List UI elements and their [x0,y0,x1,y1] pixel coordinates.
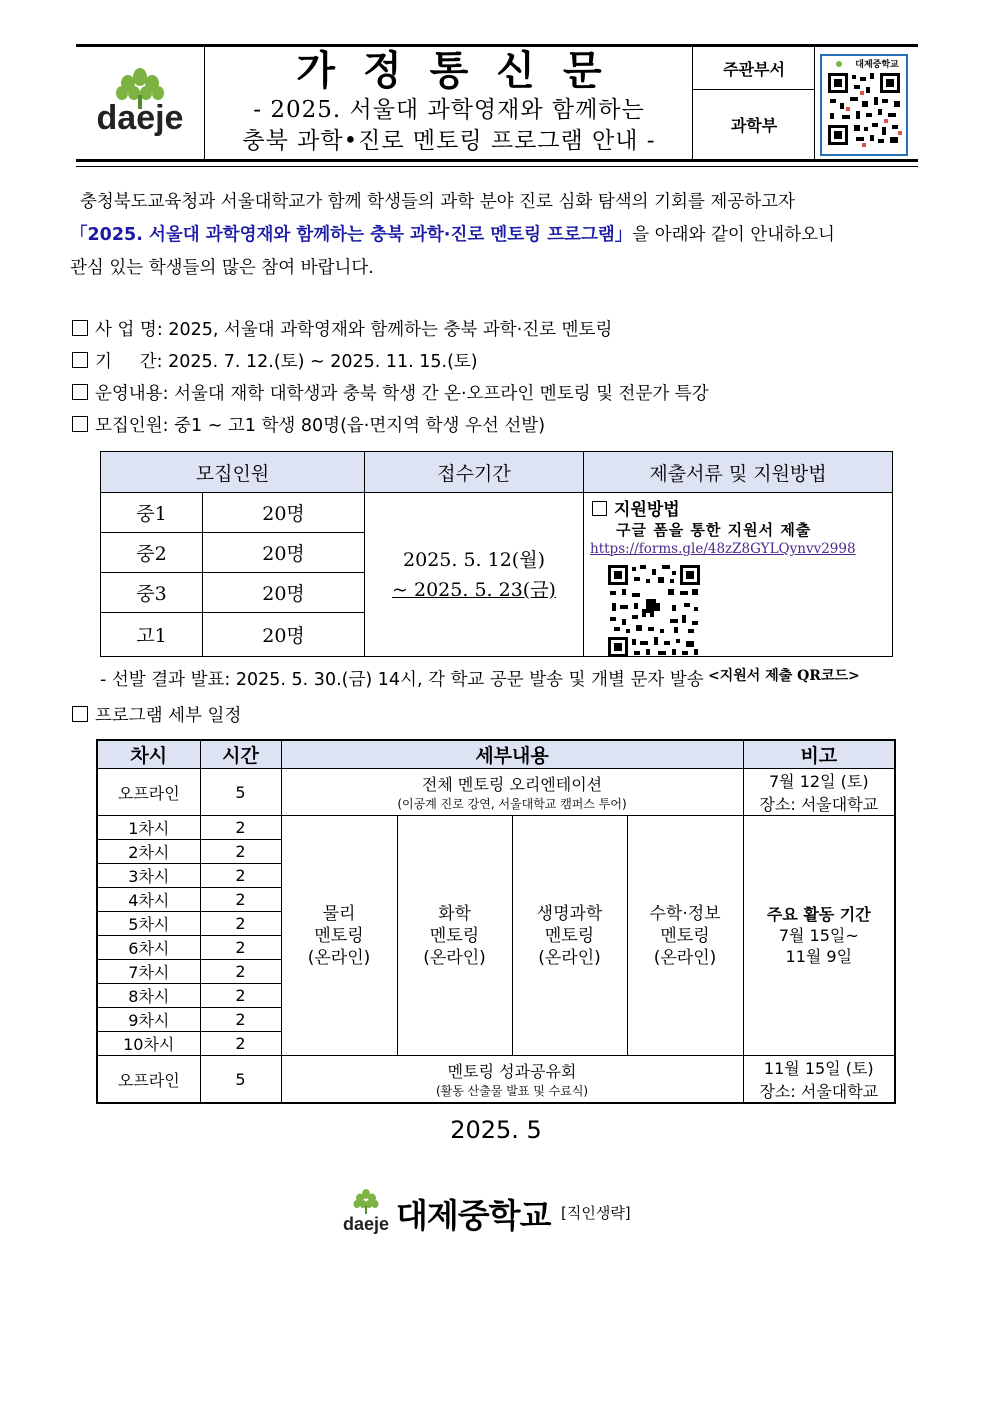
subject-math-info: 수학·정보 멘토링 (온라인) [627,816,743,1056]
issue-date: 2025. 5 [450,1116,542,1144]
footer-signature [336,1184,666,1244]
info-item: 모집인원: 중1 ~ 고1 학생 80명(읍·면지역 학생 우선 선발) [72,410,922,442]
opening-date: 7월 12일 (토) [769,772,869,791]
table-row [97,769,895,816]
subtitle-line-1: - 2025. 서울대 과학영재와 함께하는 [253,97,645,123]
method-title: 지원방법 [592,495,680,520]
info-value: 중1 ~ 고1 학생 80명(읍·면지역 학생 우선 선발) [174,416,546,436]
svg-text:daeje: daeje [96,99,184,137]
session-cell: 8차시 [97,984,200,1008]
count-cell: 20명 [203,493,365,533]
school-logo [76,47,204,159]
info-label: 모집인원 [95,416,163,436]
content-cell [281,1056,743,1104]
info-item: 운영내용: 서울대 재학 대학생과 충북 학생 간 온·오프라인 멘토링 및 전문가 특강 [72,378,922,410]
opening-title: 전체 멘토링 오리엔테이션 [421,775,603,794]
intro-paragraph [70,186,920,285]
result-announcement: - 선발 결과 발표: 2025. 5. 30.(금) 14시, 각 학교 공문 발송 및 개별 문자 발송 [100,670,704,690]
schedule-header-session: 차시 [97,740,200,769]
main-period-note: 주요 활동 기간 7월 15일~ 11월 9일 [743,816,895,1056]
table-row [101,493,893,533]
checkbox-icon [72,416,88,432]
note-cell [743,1056,895,1104]
info-item: 사 업 명: 2025, 서울대 과학영재와 함께하는 충북 과학·진로 멘토링 [72,314,922,346]
session-cell: 3차시 [97,864,200,888]
schedule-table [96,739,896,1104]
content-cell [281,769,743,816]
hours-cell: 5 [200,1056,281,1104]
table-row [97,816,895,840]
seal-omitted: [직인생략] [561,1204,631,1222]
hours-cell: 2 [200,888,281,912]
hours-cell: 2 [200,816,281,840]
closing-place: 장소: 서울대학교 [759,1082,879,1101]
info-list [72,314,922,442]
session-cell: 오프라인 [97,769,200,816]
closing-title: 멘토링 성과공유회 [447,1062,577,1081]
svg-text:daeje: daeje [342,1214,390,1234]
grade-cell: 고1 [101,613,203,657]
info-label: 기 간 [95,352,157,372]
session-cell: 5차시 [97,912,200,936]
period-end: ~ 2025. 5. 23(금) [392,578,556,601]
info-label: 운영내용 [95,384,163,404]
checkbox-icon [592,501,607,516]
checkbox-icon [72,352,88,368]
recruit-header-method: 제출서류 및 지원방법 [584,452,893,493]
header-bottom-rule-thin [76,166,918,167]
session-cell: 6차시 [97,936,200,960]
grade-cell: 중1 [101,493,203,533]
hours-cell: 2 [200,960,281,984]
grade-cell: 중2 [101,533,203,573]
hours-cell: 5 [200,769,281,816]
footer-logo [336,1184,396,1244]
grade-cell: 중3 [101,573,203,613]
checkbox-icon [72,320,88,336]
recruit-header-quota: 모집인원 [101,452,365,493]
count-cell: 20명 [203,613,365,657]
school-name: 대제중학교 [396,1196,551,1235]
period-start: 2025. 5. 12(월) [403,548,545,571]
subtitle-line-2: 충북 과학•진로 멘토링 프로그램 안내 - [242,128,656,154]
session-cell: 2차시 [97,840,200,864]
department-label: 주관부서 [693,47,815,90]
method-desc: 구글 폼을 통한 지원서 제출 [616,521,812,539]
checkbox-icon [72,706,88,722]
subject-life-science: 생명과학 멘토링 (온라인) [512,816,627,1056]
session-cell: 7차시 [97,960,200,984]
svg-text:대제중학교: 대제중학교 [855,60,899,70]
header-qr-code [815,47,919,159]
document-header [76,44,918,162]
info-value: 2025. 7. 12.(토) ~ 2025. 11. 15.(토) [168,352,478,372]
method-cell [584,493,893,684]
hours-cell: 2 [200,912,281,936]
opening-place: 장소: 서울대학교 [759,795,879,814]
closing-date: 11월 15일 (토) [763,1059,874,1078]
hours-cell: 2 [200,984,281,1008]
intro-line-1: 충청북도교육청과 서울대학교가 함께 학생들의 과학 분야 진로 심화 탐색의 기회를 제공하고자 [80,192,795,212]
session-cell: 오프라인 [97,1056,200,1104]
count-cell: 20명 [203,533,365,573]
hours-cell: 2 [200,936,281,960]
title-block [204,47,693,159]
subject-physics: 물리 멘토링 (온라인) [281,816,397,1056]
hours-cell: 2 [200,1032,281,1056]
checkbox-icon [72,384,88,400]
intro-line-3: 관심 있는 학생들의 많은 참여 바랍니다. [70,258,374,278]
hours-cell: 2 [200,840,281,864]
subject-chemistry: 화학 멘토링 (온라인) [397,816,512,1056]
program-heading: 프로그램 세부 일정 [72,702,241,727]
schedule-header-content: 세부내용 [281,740,743,769]
period-cell [365,493,584,657]
application-link[interactable]: https://forms.gle/48zZ8GYLQynvv2998 [590,541,856,557]
info-label: 사 업 명 [95,320,157,340]
note-cell [743,769,895,816]
info-value: 서울대 재학 대학생과 충북 학생 간 온·오프라인 멘토링 및 전문가 특강 [174,384,709,404]
session-cell: 4차시 [97,888,200,912]
schedule-header-hours: 시간 [200,740,281,769]
intro-line-2-rest: 을 아래와 같이 안내하오니 [632,225,835,245]
count-cell: 20명 [203,573,365,613]
info-item: 기 간: 2025. 7. 12.(토) ~ 2025. 11. 15.(토) [72,346,922,378]
session-cell: 9차시 [97,1008,200,1032]
session-cell: 10차시 [97,1032,200,1056]
session-cell: 1차시 [97,816,200,840]
header-qr-block [814,47,919,159]
header-bottom-rule [76,159,918,162]
page-title: 가정통신문 [296,48,630,94]
qr-caption: <지원서 제출 QR코드> [708,668,860,684]
hours-cell: 2 [200,1008,281,1032]
table-row [97,1056,895,1104]
info-value: 2025, 서울대 과학영재와 함께하는 충북 과학·진로 멘토링 [168,320,613,340]
opening-detail: (이공계 진로 강연, 서울대학교 캠퍼스 투어) [397,797,627,811]
program-name: 「2025. 서울대 과학영재와 함께하는 충북 과학·진로 멘토링 프로그램」 [70,225,633,245]
hours-cell: 2 [200,864,281,888]
schedule-header-note: 비고 [743,740,895,769]
application-qr-code[interactable] [608,565,700,657]
recruit-header-period: 접수기간 [365,452,584,493]
department-value: 과학부 [730,116,778,135]
closing-detail: (활동 산출물 발표 및 수료식) [435,1084,589,1098]
department-block [692,47,815,159]
